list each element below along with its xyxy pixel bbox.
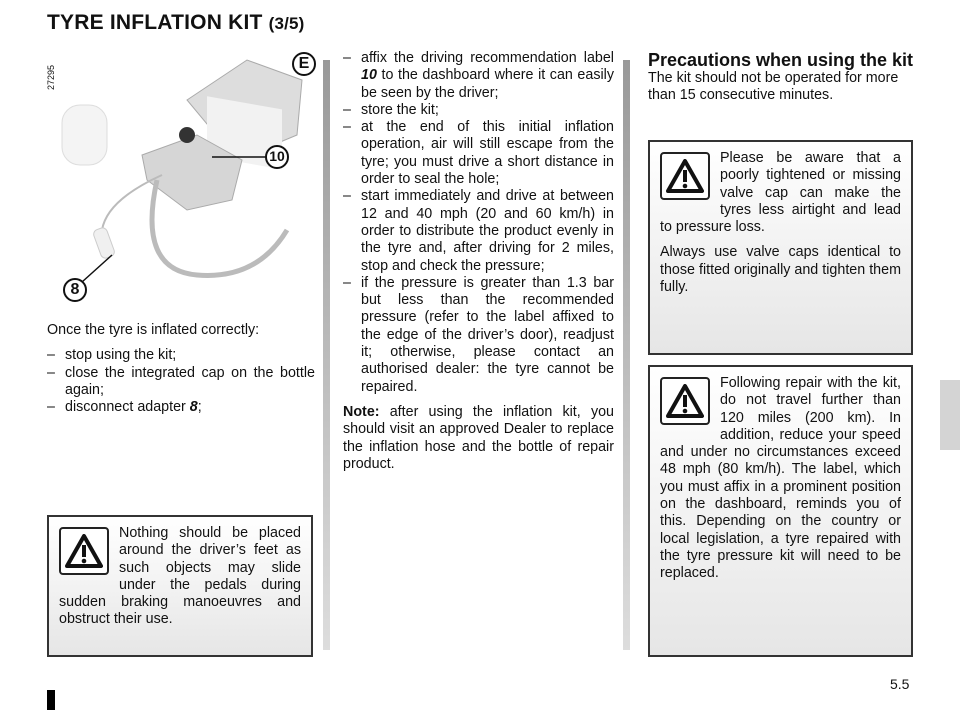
item-text: affix the driving recommendation label <box>361 50 614 66</box>
intro-text: Once the tyre is inflated correctly: <box>47 322 260 338</box>
kit-illustration <box>47 50 317 310</box>
middle-column <box>343 50 614 473</box>
list-item: – if the pressure is greater than 1.3 bar but less than the recommended pressure (refer to the label affixed to the edge of the driver’s door), readjust it; otherwise, please contact an authorised dealer: the tyre cannot be repaired. <box>343 275 614 396</box>
warning-icon <box>59 527 109 575</box>
list-item: – start immediately and drive at between 12 and 40 mph (20 and 60 km/h) in order to distribute the product evenly in the tyre and, after driving for 2 miles, stop and check the pressure; <box>343 188 614 274</box>
callout-10: 10 <box>265 145 289 169</box>
margin-mark <box>47 690 55 710</box>
note-text: after using the inflation kit, you should visit an approved Dealer to replace the inflation hose and the bottle of repair product. <box>343 403 614 472</box>
left-column <box>47 322 315 416</box>
warning-text: Nothing should be placed around the driver’s feet as such objects may slide under the pedals during sudden braking manoeuvres and obstruct their use. <box>59 525 301 628</box>
column-divider <box>623 60 630 650</box>
label-ref: 10 <box>361 67 377 84</box>
list-item: – disconnect adapter 8; <box>47 399 315 416</box>
right-column <box>648 50 914 105</box>
warning-icon <box>660 152 710 200</box>
adapter-ref: 8 <box>189 399 198 416</box>
list-item <box>343 50 614 102</box>
item-text: to the dashboard where it can easily be seen by the driver; <box>361 67 614 101</box>
figure-letter: E <box>292 52 316 76</box>
column-divider <box>323 60 330 650</box>
warning-text: Always use valve caps identical to those fitted originally and tighten them fully. <box>660 244 901 296</box>
intro-text: The kit should not be operated for more than 15 consecutive minutes. <box>648 70 899 104</box>
list-item: – store the kit; <box>343 102 614 119</box>
page-number: 5.5 <box>890 676 910 692</box>
kit-drawing <box>47 50 317 310</box>
list-item: – stop using the kit; <box>47 347 315 364</box>
warning-box <box>648 365 913 657</box>
section-heading: Precautions when using the kit <box>648 50 914 70</box>
steps-list <box>47 347 315 416</box>
warning-text: Following repair with the kit, do not travel further than 120 miles (200 km). In addition, reduce your speed and under no circumstances exceed 48 mph (80 km/h). The label, which you must affix in a prominent position on the dashboard, reminds you of this. Depending on the country or local legislation, a tyre repaired with the tyre pressure kit will need to be replaced. <box>660 375 901 582</box>
item-text: disconnect adapter <box>65 399 190 416</box>
warning-icon <box>660 377 710 425</box>
title-text: TYRE INFLATION KIT <box>47 11 263 34</box>
list-item: – close the integrated cap on the bottle again; <box>47 365 315 400</box>
note-label: Note: <box>343 403 380 420</box>
warning-text: Please be aware that a poorly tightened or missing valve cap can make the tyres less airtight and lead to pressure loss. <box>660 150 901 236</box>
title-part: (3/5) <box>268 14 305 33</box>
page-title <box>47 11 305 34</box>
figure-ref-number: 27295 <box>46 64 56 90</box>
callout-8: 8 <box>63 278 87 302</box>
list-item: – at the end of this initial inflation operation, air will still escape from the tyre; you must drive a short distance in order to seal the hole; <box>343 119 614 188</box>
warning-box <box>47 515 313 657</box>
note <box>343 404 614 473</box>
warning-box <box>648 140 913 355</box>
steps-list <box>343 50 614 396</box>
section-tab <box>940 380 960 450</box>
